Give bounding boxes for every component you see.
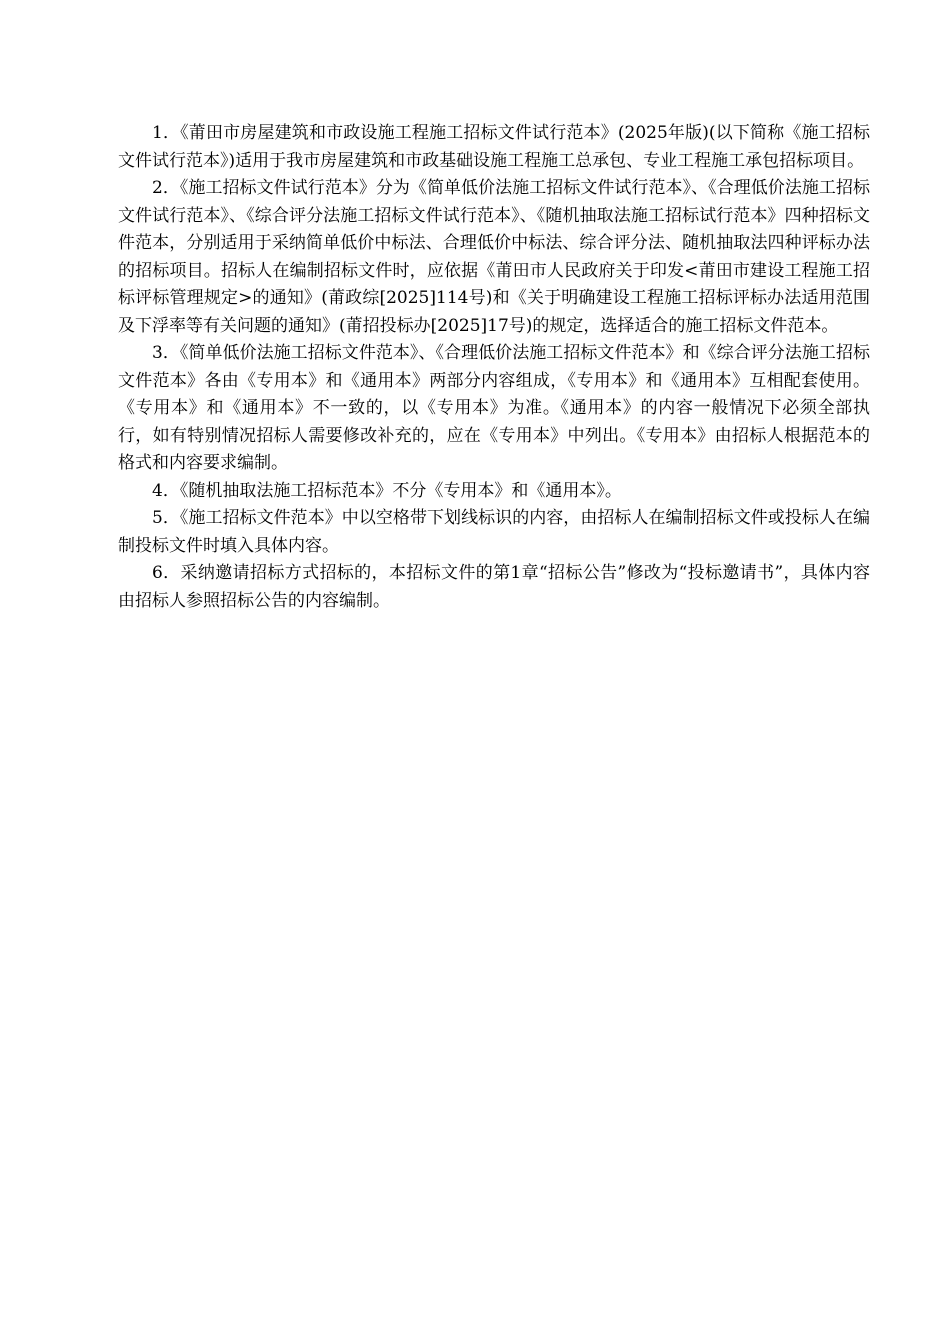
paragraph-1: 1．《莆田市房屋建筑和市政设施工程施工招标文件试行范本》(2025年版)(以下简称《施工招标文件试行范本》)适用于我市房屋建筑和市政基础设施工程施工总承包、专业工程施工承包招标项目。 — [118, 123, 870, 171]
paragraph-5: 5．《施工招标文件范本》中以空格带下划线标识的内容，由招标人在编制招标文件或投标人在编制投标文件时填入具体内容。 — [118, 508, 870, 556]
paragraph-6: 6．采纳邀请招标方式招标的，本招标文件的第1章“招标公告”修改为“投标邀请书”，具体内容由招标人参照招标公告的内容编制。 — [118, 563, 870, 611]
paragraph-4: 4．《随机抽取法施工招标范本》不分《专用本》和《通用本》。 — [152, 480, 622, 501]
document-body — [118, 120, 870, 615]
paragraph-3: 3．《简单低价法施工招标文件范本》、《合理低价法施工招标文件范本》和《综合评分法施工招标文件范本》各由《专用本》和《通用本》两部分内容组成，《专用本》和《通用本》互相配套使用。《专用本》和《通用本》不一致的，以《专用本》为准。《通用本》的内容一般情况下必须全部执行，如有特别情况招标人需要修改补充的，应在《专用本》中列出。《专用本》由招标人根据范本的格式和内容要求编制。 — [118, 343, 870, 473]
paragraph-2: 2．《施工招标文件试行范本》分为《简单低价法施工招标文件试行范本》、《合理低价法施工招标文件试行范本》、《综合评分法施工招标文件试行范本》、《随机抽取法施工招标试行范本》四种招标文件范本，分别适用于采纳简单低价中标法、合理低价中标法、综合评分法、随机抽取法四种评标办法的招标项目。招标人在编制招标文件时，应依据《莆田市人民政府关于印发<莆田市建设工程施工招标评标管理规定>的通知》(莆政综[2025]114号)和《关于明确建设工程施工招标评标办法适用范围及下浮率等有关问题的通知》(莆招投标办[2025]17号)的规定，选择适合的施工招标文件范本。 — [118, 178, 870, 336]
